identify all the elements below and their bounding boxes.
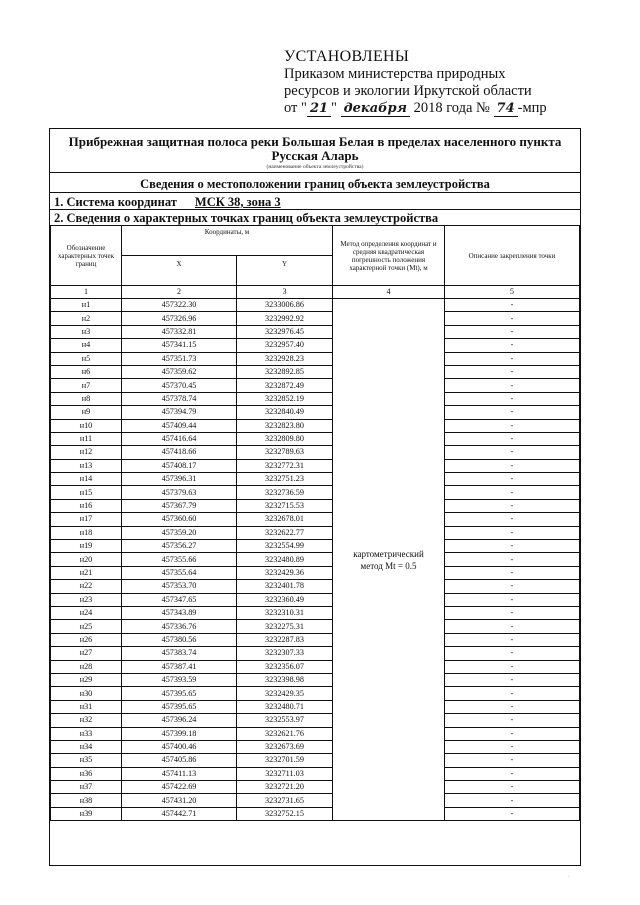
description-cell: - (445, 432, 580, 445)
x-coordinate-cell: 457395.65 (122, 700, 237, 713)
point-id-cell: н11 (51, 432, 122, 445)
y-coordinate-cell: 3232621.76 (237, 727, 333, 740)
point-id-cell: н31 (51, 700, 122, 713)
x-coordinate-cell: 457411.13 (122, 767, 237, 780)
table-row (51, 633, 580, 646)
point-id-cell: н14 (51, 473, 122, 486)
y-coordinate-cell: 3232401.78 (237, 580, 333, 593)
x-coordinate-cell: 457400.46 (122, 740, 237, 753)
point-id-cell: н20 (51, 553, 122, 566)
x-coordinate-cell: 457322.30 (122, 299, 237, 312)
y-coordinate-cell: 3232287.83 (237, 633, 333, 646)
point-id-cell: н7 (51, 379, 122, 392)
table-row (51, 673, 580, 686)
header-y: Y (237, 256, 333, 286)
description-cell: - (445, 365, 580, 378)
table-row (51, 312, 580, 325)
description-cell: - (445, 606, 580, 619)
y-coordinate-cell: 3232429.36 (237, 566, 333, 579)
description-cell: - (445, 459, 580, 472)
point-id-cell: н16 (51, 499, 122, 512)
column-number: 5 (445, 286, 580, 299)
x-coordinate-cell: 457379.63 (122, 486, 237, 499)
description-cell: - (445, 566, 580, 579)
y-coordinate-cell: 3232976.45 (237, 325, 333, 338)
column-number-row (51, 286, 580, 299)
x-coordinate-cell: 457396.24 (122, 714, 237, 727)
divider (50, 172, 580, 173)
point-id-cell: н30 (51, 687, 122, 700)
description-cell: - (445, 486, 580, 499)
y-coordinate-cell: 3232721.20 (237, 781, 333, 794)
point-id-cell: н2 (51, 312, 122, 325)
description-cell: - (445, 633, 580, 646)
column-number: 1 (51, 286, 122, 299)
y-coordinate-cell: 3232840.49 (237, 406, 333, 419)
point-id-cell: н38 (51, 794, 122, 807)
table-row (51, 606, 580, 619)
table-row (51, 526, 580, 539)
table-row (51, 781, 580, 794)
description-cell: - (445, 647, 580, 660)
table-row (51, 620, 580, 633)
point-id-cell: н8 (51, 392, 122, 405)
method-value-line-2: метод Mt = 0.5 (360, 560, 417, 571)
x-coordinate-cell: 457399.18 (122, 727, 237, 740)
y-coordinate-cell: 3232553.97 (237, 714, 333, 727)
coord-system-value: МСК 38, зона 3 (194, 195, 281, 209)
y-coordinate-cell: 3232872.49 (237, 379, 333, 392)
point-id-cell: н37 (51, 781, 122, 794)
point-id-cell: н25 (51, 620, 122, 633)
x-coordinate-cell: 457418.66 (122, 446, 237, 459)
x-coordinate-cell: 457355.66 (122, 553, 237, 566)
header-method: Метод определения координат и средняя квадратическая погрешность положения характерной точки (Mt), м (333, 226, 445, 286)
x-coordinate-cell: 457383.74 (122, 647, 237, 660)
y-coordinate-cell: 3232711.03 (237, 767, 333, 780)
x-coordinate-cell: 457442.71 (122, 807, 237, 820)
table-row (51, 740, 580, 753)
point-id-cell: н6 (51, 365, 122, 378)
description-cell: - (445, 446, 580, 459)
points-table (50, 225, 580, 821)
x-coordinate-cell: 457351.73 (122, 352, 237, 365)
description-cell: - (445, 767, 580, 780)
y-coordinate-cell: 3232310.31 (237, 606, 333, 619)
table-row (51, 513, 580, 526)
quote-close: " (331, 100, 337, 116)
x-coordinate-cell: 457370.45 (122, 379, 237, 392)
point-id-cell: н3 (51, 325, 122, 338)
x-coordinate-cell: 457353.70 (122, 580, 237, 593)
x-coordinate-cell: 457341.15 (122, 339, 237, 352)
description-cell: - (445, 740, 580, 753)
table-row (51, 339, 580, 352)
y-coordinate-cell: 3232892.85 (237, 365, 333, 378)
y-coordinate-cell: 3232360.49 (237, 593, 333, 606)
table-row (51, 807, 580, 820)
point-id-cell: н17 (51, 513, 122, 526)
approval-line-2: ресурсов и экологии Иркутской области (284, 83, 532, 99)
x-coordinate-cell: 457347.65 (122, 593, 237, 606)
divider (50, 209, 580, 210)
y-coordinate-cell: 3232789.63 (237, 446, 333, 459)
point-id-cell: н36 (51, 767, 122, 780)
point-id-cell: н1 (51, 299, 122, 312)
table-row (51, 486, 580, 499)
description-cell: - (445, 392, 580, 405)
table-row (51, 566, 580, 579)
y-coordinate-cell: 3232752.15 (237, 807, 333, 820)
x-coordinate-cell: 457355.64 (122, 566, 237, 579)
table-row (51, 647, 580, 660)
points-section-label: 2. Сведения о характерных точках границ объекта землеустройства (54, 211, 439, 225)
header-x: X (122, 256, 237, 286)
description-cell: - (445, 499, 580, 512)
x-coordinate-cell: 457396.31 (122, 473, 237, 486)
x-coordinate-cell: 457367.79 (122, 499, 237, 512)
description-cell: - (445, 580, 580, 593)
table-row (51, 727, 580, 740)
document-title (50, 135, 580, 163)
table-row (51, 299, 580, 312)
description-cell: - (445, 325, 580, 338)
description-cell: - (445, 513, 580, 526)
point-id-cell: н39 (51, 807, 122, 820)
y-coordinate-cell: 3232398.98 (237, 673, 333, 686)
header-description: Описание закрепления точки (445, 226, 580, 286)
table-row (51, 794, 580, 807)
approval-month: декабря (341, 102, 410, 117)
coord-system-row (54, 195, 281, 209)
approval-number: 74 (494, 102, 518, 117)
table-row (51, 379, 580, 392)
y-coordinate-cell: 3232823.80 (237, 419, 333, 432)
x-coordinate-cell: 457394.79 (122, 406, 237, 419)
x-coordinate-cell: 457387.41 (122, 660, 237, 673)
point-id-cell: н9 (51, 406, 122, 419)
x-coordinate-cell: 457408.17 (122, 459, 237, 472)
y-coordinate-cell: 3232480.71 (237, 700, 333, 713)
x-coordinate-cell: 457359.62 (122, 365, 237, 378)
x-coordinate-cell: 457332.81 (122, 325, 237, 338)
description-cell: - (445, 620, 580, 633)
x-coordinate-cell: 457431.20 (122, 794, 237, 807)
table-row (51, 580, 580, 593)
y-coordinate-cell: 3232275.31 (237, 620, 333, 633)
x-coordinate-cell: 457343.89 (122, 606, 237, 619)
y-coordinate-cell: 3232772.31 (237, 459, 333, 472)
description-cell: - (445, 727, 580, 740)
x-coordinate-cell: 457378.74 (122, 392, 237, 405)
coord-system-label: 1. Система координат (54, 195, 177, 209)
approval-year: 2018 года № (413, 100, 490, 116)
page-mark: · (568, 874, 570, 880)
point-id-cell: н22 (51, 580, 122, 593)
description-cell: - (445, 553, 580, 566)
description-cell: - (445, 379, 580, 392)
table-row (51, 419, 580, 432)
description-cell: - (445, 352, 580, 365)
column-number: 3 (237, 286, 333, 299)
approval-suffix: -мпр (517, 100, 547, 116)
x-coordinate-cell: 457380.56 (122, 633, 237, 646)
x-coordinate-cell: 457356.27 (122, 540, 237, 553)
x-coordinate-cell: 457405.86 (122, 754, 237, 767)
point-id-cell: н5 (51, 352, 122, 365)
x-coordinate-cell: 457360.60 (122, 513, 237, 526)
point-id-cell: н21 (51, 566, 122, 579)
table-row (51, 432, 580, 445)
x-coordinate-cell: 457326.96 (122, 312, 237, 325)
table-row (51, 446, 580, 459)
description-cell: - (445, 299, 580, 312)
table-row (51, 499, 580, 512)
point-id-cell: н27 (51, 647, 122, 660)
x-coordinate-cell: 457393.59 (122, 673, 237, 686)
header-coordinates: Координаты, м (122, 226, 333, 256)
y-coordinate-cell: 3232751.23 (237, 473, 333, 486)
point-id-cell: н28 (51, 660, 122, 673)
table-row (51, 767, 580, 780)
y-coordinate-cell: 3232480.89 (237, 553, 333, 566)
object-name-caption: (наименование объекта землеустройства) (266, 164, 364, 170)
approval-line-1: Приказом министерства природных (284, 66, 506, 82)
y-coordinate-cell: 3232673.69 (237, 740, 333, 753)
table-row (51, 473, 580, 486)
table-row (51, 459, 580, 472)
y-coordinate-cell: 3232622.77 (237, 526, 333, 539)
description-cell: - (445, 419, 580, 432)
y-coordinate-cell: 3232736.59 (237, 486, 333, 499)
point-id-cell: н33 (51, 727, 122, 740)
table-row (51, 365, 580, 378)
y-coordinate-cell: 3232678.01 (237, 513, 333, 526)
description-cell: - (445, 660, 580, 673)
description-cell: - (445, 406, 580, 419)
table-row (51, 406, 580, 419)
x-coordinate-cell: 457409.44 (122, 419, 237, 432)
description-cell: - (445, 339, 580, 352)
description-cell: - (445, 540, 580, 553)
y-coordinate-cell: 3232307.33 (237, 647, 333, 660)
document-frame (49, 128, 581, 866)
y-coordinate-cell: 3232928.23 (237, 352, 333, 365)
y-coordinate-cell: 3232554.99 (237, 540, 333, 553)
column-number: 2 (122, 286, 237, 299)
document-title-line-2: Русская Аларь (271, 148, 359, 163)
approval-day: 21 (307, 102, 331, 117)
quote-open: " (301, 100, 307, 116)
table-row (51, 714, 580, 727)
divider (50, 192, 580, 193)
point-id-cell: н15 (51, 486, 122, 499)
section-title: Сведения о местоположении границ объекта землеустройства (140, 177, 490, 191)
table-row (51, 540, 580, 553)
table-row (51, 660, 580, 673)
table-row (51, 593, 580, 606)
point-id-cell: н26 (51, 633, 122, 646)
description-cell: - (445, 687, 580, 700)
x-coordinate-cell: 457336.76 (122, 620, 237, 633)
table-row (51, 553, 580, 566)
y-coordinate-cell: 3233006.86 (237, 299, 333, 312)
table-row (51, 700, 580, 713)
x-coordinate-cell: 457422.69 (122, 781, 237, 794)
description-cell: - (445, 593, 580, 606)
description-cell: - (445, 526, 580, 539)
description-cell: - (445, 312, 580, 325)
description-cell: - (445, 673, 580, 686)
y-coordinate-cell: 3232715.53 (237, 499, 333, 512)
description-cell: - (445, 781, 580, 794)
y-coordinate-cell: 3232992.92 (237, 312, 333, 325)
description-cell: - (445, 714, 580, 727)
point-id-cell: н10 (51, 419, 122, 432)
description-cell: - (445, 700, 580, 713)
y-coordinate-cell: 3232356.07 (237, 660, 333, 673)
y-coordinate-cell: 3232809.80 (237, 432, 333, 445)
x-coordinate-cell: 457416.64 (122, 432, 237, 445)
point-id-cell: н29 (51, 673, 122, 686)
y-coordinate-cell: 3232957.40 (237, 339, 333, 352)
table-row (51, 325, 580, 338)
document-title-line-1: Прибрежная защитная полоса реки Большая Белая в пределах населенного пункта (68, 134, 562, 149)
table-row (51, 754, 580, 767)
point-id-cell: н35 (51, 754, 122, 767)
header-point-id: Обозначение характерных точек границ (51, 226, 122, 286)
table-row (51, 687, 580, 700)
point-id-cell: н19 (51, 540, 122, 553)
y-coordinate-cell: 3232701.59 (237, 754, 333, 767)
point-id-cell: н13 (51, 459, 122, 472)
point-id-cell: н12 (51, 446, 122, 459)
approval-date-line (284, 100, 594, 117)
table-row (51, 352, 580, 365)
x-coordinate-cell: 457359.20 (122, 526, 237, 539)
y-coordinate-cell: 3232731.65 (237, 794, 333, 807)
y-coordinate-cell: 3232852.19 (237, 392, 333, 405)
method-cell (333, 299, 445, 821)
method-value-line-1: картометрический (353, 548, 424, 559)
table-row (51, 392, 580, 405)
points-table-body (51, 299, 580, 821)
description-cell: - (445, 754, 580, 767)
point-id-cell: н23 (51, 593, 122, 606)
description-cell: - (445, 807, 580, 820)
description-cell: - (445, 473, 580, 486)
x-coordinate-cell: 457395.65 (122, 687, 237, 700)
y-coordinate-cell: 3232429.35 (237, 687, 333, 700)
point-id-cell: н34 (51, 740, 122, 753)
approval-stamp (284, 48, 594, 117)
description-cell: - (445, 794, 580, 807)
column-number: 4 (333, 286, 445, 299)
point-id-cell: н4 (51, 339, 122, 352)
point-id-cell: н18 (51, 526, 122, 539)
point-id-cell: н32 (51, 714, 122, 727)
approval-from: от (284, 100, 298, 116)
point-id-cell: н24 (51, 606, 122, 619)
approval-title: УСТАНОВЛЕНЫ (284, 48, 410, 65)
